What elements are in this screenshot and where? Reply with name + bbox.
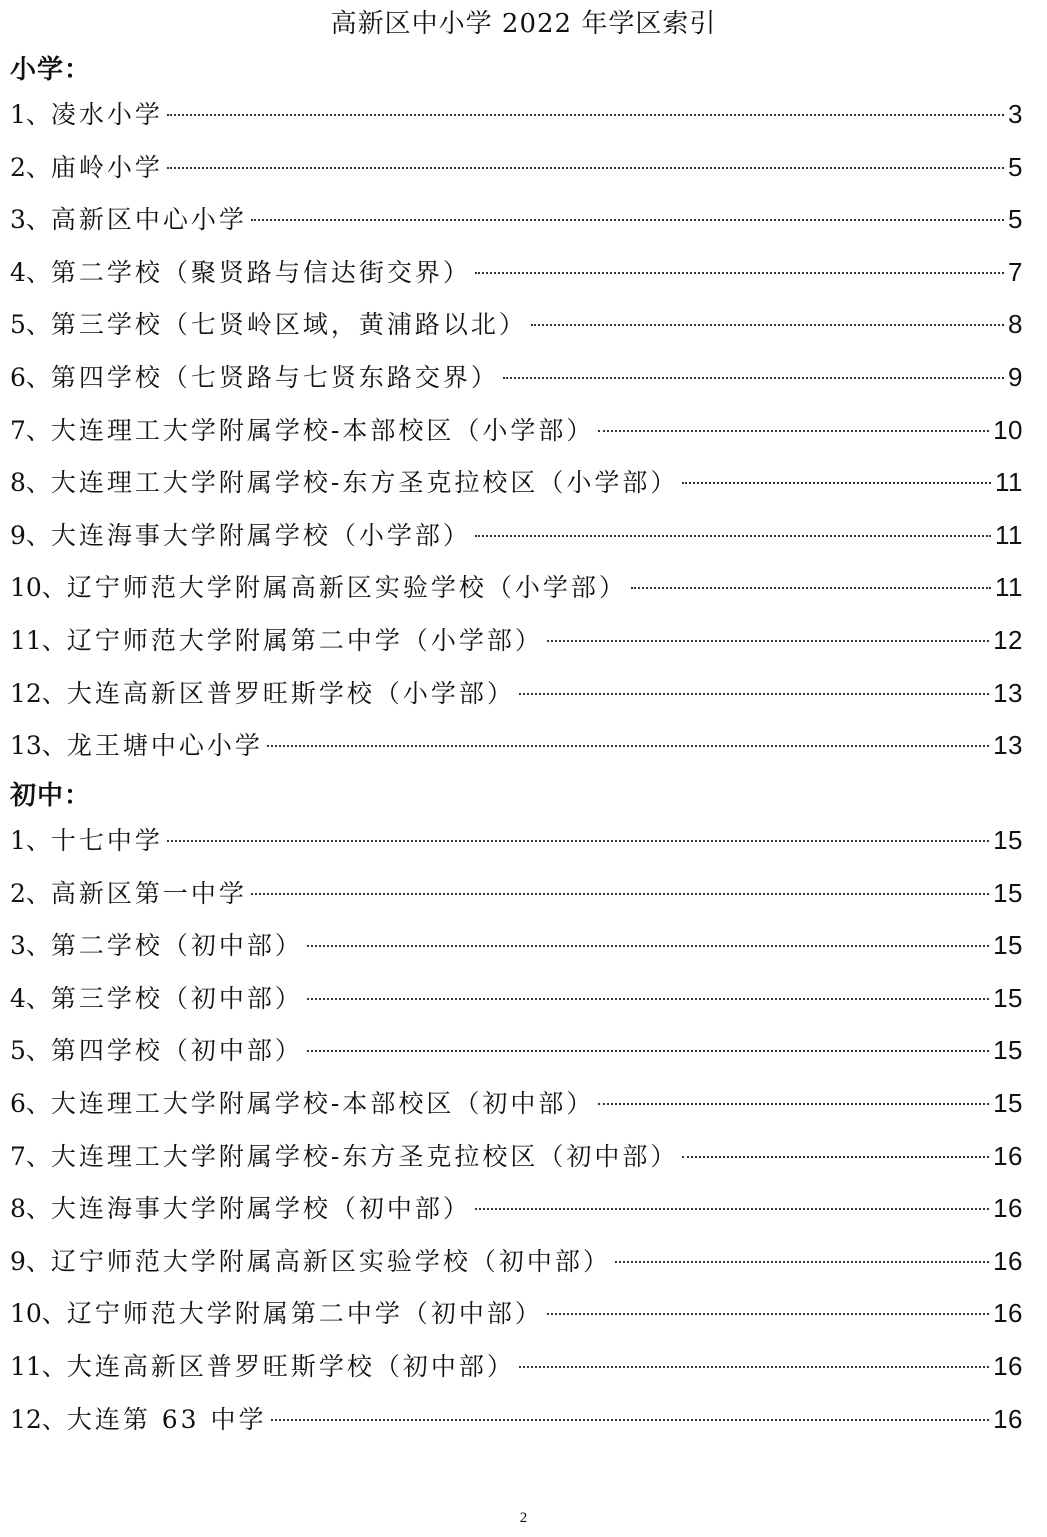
toc-entry-number: 9、 bbox=[10, 1246, 51, 1276]
toc-entry[interactable] bbox=[10, 1028, 1023, 1081]
toc-entry-label: 大连理工大学附属学校-本部校区（小学部） bbox=[50, 415, 595, 445]
toc-entry[interactable] bbox=[10, 1239, 1023, 1292]
toc-entry-label: 大连第 63 中学 bbox=[66, 1404, 267, 1434]
toc-entry-label: 第四学校（初中部） bbox=[50, 1036, 303, 1066]
toc-entry-label: 第四学校（七贤路与七贤东路交界） bbox=[50, 362, 499, 392]
toc-dot-leader bbox=[682, 1156, 989, 1158]
toc-entry-label: 大连海事大学附属学校（初中部） bbox=[50, 1194, 471, 1224]
toc-entry[interactable] bbox=[10, 460, 1023, 513]
toc-dot-leader bbox=[475, 272, 1004, 274]
toc-dot-leader bbox=[615, 1261, 989, 1263]
toc-dot-leader bbox=[531, 324, 1004, 326]
toc-dot-leader bbox=[503, 377, 1004, 379]
toc-dot-leader bbox=[519, 693, 989, 695]
toc-entry-page-number: 16 bbox=[993, 1193, 1023, 1224]
middle-school-heading: 初中： bbox=[10, 781, 92, 811]
toc-entry[interactable] bbox=[10, 1291, 1023, 1344]
toc-entry-label: 大连理工大学附属学校-东方圣克拉校区（小学部） bbox=[50, 468, 679, 498]
toc-entry[interactable] bbox=[10, 1081, 1023, 1134]
page-number: 2 bbox=[519, 1510, 528, 1526]
toc-dot-leader bbox=[251, 219, 1004, 221]
toc-entry-label: 辽宁师范大学附属高新区实验学校（初中部） bbox=[50, 1246, 611, 1276]
toc-dot-leader bbox=[271, 1419, 990, 1421]
toc-entry-page-number: 15 bbox=[993, 930, 1023, 961]
toc-entry-number: 9、 bbox=[10, 520, 51, 550]
toc-entry-number: 10、 bbox=[10, 1299, 67, 1329]
toc-entry-page-number: 13 bbox=[993, 730, 1023, 761]
toc-entry-page-number: 5 bbox=[1008, 151, 1023, 182]
toc-dot-leader bbox=[547, 1313, 989, 1315]
toc-entry[interactable] bbox=[10, 250, 1023, 303]
toc-entry-label: 辽宁师范大学附属第二中学（小学部） bbox=[66, 625, 543, 655]
toc-entry[interactable] bbox=[10, 92, 1023, 145]
document-title: 高新区中小学 2022 年学区索引 bbox=[330, 9, 717, 39]
toc-dot-leader bbox=[631, 587, 991, 589]
toc-entry-page-number: 10 bbox=[993, 414, 1023, 445]
toc-entry-number: 7、 bbox=[10, 415, 51, 445]
toc-entry-page-number: 15 bbox=[993, 825, 1023, 855]
toc-entry[interactable] bbox=[10, 408, 1023, 461]
toc-entry-number: 5、 bbox=[10, 1036, 51, 1066]
toc-entry[interactable] bbox=[10, 818, 1023, 871]
toc-entry-page-number: 3 bbox=[1008, 99, 1023, 129]
toc-entry-page-number: 15 bbox=[993, 1035, 1023, 1066]
toc-entry-page-number: 12 bbox=[993, 624, 1023, 655]
toc-entry[interactable] bbox=[10, 513, 1023, 566]
toc-entry[interactable] bbox=[10, 197, 1023, 250]
toc-entry[interactable] bbox=[10, 723, 1023, 776]
toc-entry-label: 高新区中心小学 bbox=[50, 205, 247, 235]
toc-dot-leader bbox=[307, 945, 989, 947]
toc-entry-page-number: 15 bbox=[993, 877, 1023, 908]
toc-entry-label: 凌水小学 bbox=[50, 100, 163, 129]
toc-entry-page-number: 11 bbox=[995, 519, 1023, 550]
toc-entry-number: 10、 bbox=[10, 573, 67, 603]
toc-dot-leader bbox=[167, 840, 989, 842]
middle-school-toc-list bbox=[10, 818, 1023, 1449]
toc-entry-page-number: 11 bbox=[995, 467, 1023, 498]
toc-entry-page-number: 16 bbox=[993, 1245, 1023, 1276]
toc-dot-leader bbox=[307, 1050, 989, 1052]
toc-dot-leader bbox=[475, 535, 991, 537]
toc-entry[interactable] bbox=[10, 976, 1023, 1029]
toc-entry-number: 11、 bbox=[10, 625, 67, 655]
toc-entry[interactable] bbox=[10, 302, 1023, 355]
toc-entry-number: 3、 bbox=[10, 205, 51, 235]
toc-entry-page-number: 15 bbox=[993, 982, 1023, 1013]
toc-entry-label: 大连海事大学附属学校（小学部） bbox=[50, 520, 471, 550]
toc-entry-number: 1、 bbox=[10, 100, 51, 129]
toc-entry-number: 3、 bbox=[10, 931, 51, 961]
toc-entry-number: 2、 bbox=[10, 152, 51, 182]
toc-entry[interactable] bbox=[10, 871, 1023, 924]
toc-entry-number: 11、 bbox=[10, 1351, 67, 1381]
toc-dot-leader bbox=[167, 114, 1004, 116]
toc-dot-leader bbox=[598, 1103, 989, 1105]
toc-entry-number: 12、 bbox=[10, 1404, 67, 1434]
toc-entry-label: 辽宁师范大学附属第二中学（初中部） bbox=[66, 1299, 543, 1329]
toc-entry-number: 7、 bbox=[10, 1141, 51, 1171]
toc-entry[interactable] bbox=[10, 355, 1023, 408]
toc-dot-leader bbox=[519, 1366, 989, 1368]
toc-dot-leader bbox=[547, 640, 989, 642]
toc-entry[interactable] bbox=[10, 923, 1023, 976]
toc-entry-label: 第三学校（七贤岭区域，黄浦路以北） bbox=[50, 310, 527, 340]
primary-school-heading: 小学： bbox=[10, 55, 92, 85]
toc-entry-number: 2、 bbox=[10, 878, 51, 908]
toc-entry-page-number: 9 bbox=[1008, 361, 1023, 392]
toc-entry-page-number: 7 bbox=[1008, 256, 1023, 287]
toc-entry-page-number: 5 bbox=[1008, 204, 1023, 235]
toc-entry-page-number: 11 bbox=[995, 572, 1023, 603]
toc-entry[interactable] bbox=[10, 145, 1023, 198]
primary-school-toc-list bbox=[10, 92, 1023, 776]
toc-dot-leader bbox=[267, 745, 989, 747]
toc-entry[interactable] bbox=[10, 1344, 1023, 1397]
toc-entry-label: 十七中学 bbox=[50, 826, 163, 855]
toc-dot-leader bbox=[598, 430, 989, 432]
toc-dot-leader bbox=[167, 167, 1004, 169]
toc-entry-page-number: 16 bbox=[993, 1298, 1023, 1329]
toc-entry-page-number: 13 bbox=[993, 677, 1023, 708]
toc-entry-number: 12、 bbox=[10, 678, 67, 708]
toc-entry-number: 13、 bbox=[10, 731, 67, 761]
toc-entry[interactable] bbox=[10, 1186, 1023, 1239]
toc-entry-page-number: 15 bbox=[993, 1087, 1023, 1118]
toc-entry-page-number: 16 bbox=[993, 1350, 1023, 1381]
toc-entry-number: 1、 bbox=[10, 826, 51, 855]
toc-dot-leader bbox=[475, 1208, 989, 1210]
toc-entry[interactable] bbox=[10, 671, 1023, 724]
toc-entry-label: 大连高新区普罗旺斯学校（小学部） bbox=[66, 678, 515, 708]
toc-entry-number: 4、 bbox=[10, 257, 51, 287]
toc-dot-leader bbox=[682, 482, 991, 484]
toc-entry-label: 龙王塘中心小学 bbox=[66, 731, 263, 761]
toc-entry-label: 第二学校（聚贤路与信达街交界） bbox=[50, 257, 471, 287]
toc-entry-page-number: 16 bbox=[993, 1140, 1023, 1171]
toc-entry-page-number: 16 bbox=[993, 1403, 1023, 1434]
toc-entry-page-number: 8 bbox=[1008, 309, 1023, 340]
toc-dot-leader bbox=[251, 893, 989, 895]
toc-dot-leader bbox=[307, 998, 989, 1000]
toc-entry[interactable] bbox=[10, 1397, 1023, 1450]
toc-entry-number: 4、 bbox=[10, 983, 51, 1013]
toc-entry-number: 6、 bbox=[10, 1088, 51, 1118]
toc-entry-label: 辽宁师范大学附属高新区实验学校（小学部） bbox=[66, 573, 627, 603]
toc-entry-label: 第二学校（初中部） bbox=[50, 931, 303, 961]
toc-entry-number: 5、 bbox=[10, 310, 51, 340]
toc-entry-label: 高新区第一中学 bbox=[50, 878, 247, 908]
toc-entry[interactable] bbox=[10, 565, 1023, 618]
toc-entry-label: 大连高新区普罗旺斯学校（初中部） bbox=[66, 1351, 515, 1381]
toc-entry-label: 庙岭小学 bbox=[50, 152, 163, 182]
toc-entry-number: 8、 bbox=[10, 1194, 51, 1224]
toc-entry-number: 6、 bbox=[10, 362, 51, 392]
toc-entry-label: 第三学校（初中部） bbox=[50, 983, 303, 1013]
toc-entry-label: 大连理工大学附属学校-东方圣克拉校区（初中部） bbox=[50, 1141, 679, 1171]
toc-entry-label: 大连理工大学附属学校-本部校区（初中部） bbox=[50, 1088, 595, 1118]
toc-entry[interactable] bbox=[10, 1134, 1023, 1187]
toc-entry[interactable] bbox=[10, 618, 1023, 671]
toc-entry-number: 8、 bbox=[10, 468, 51, 498]
